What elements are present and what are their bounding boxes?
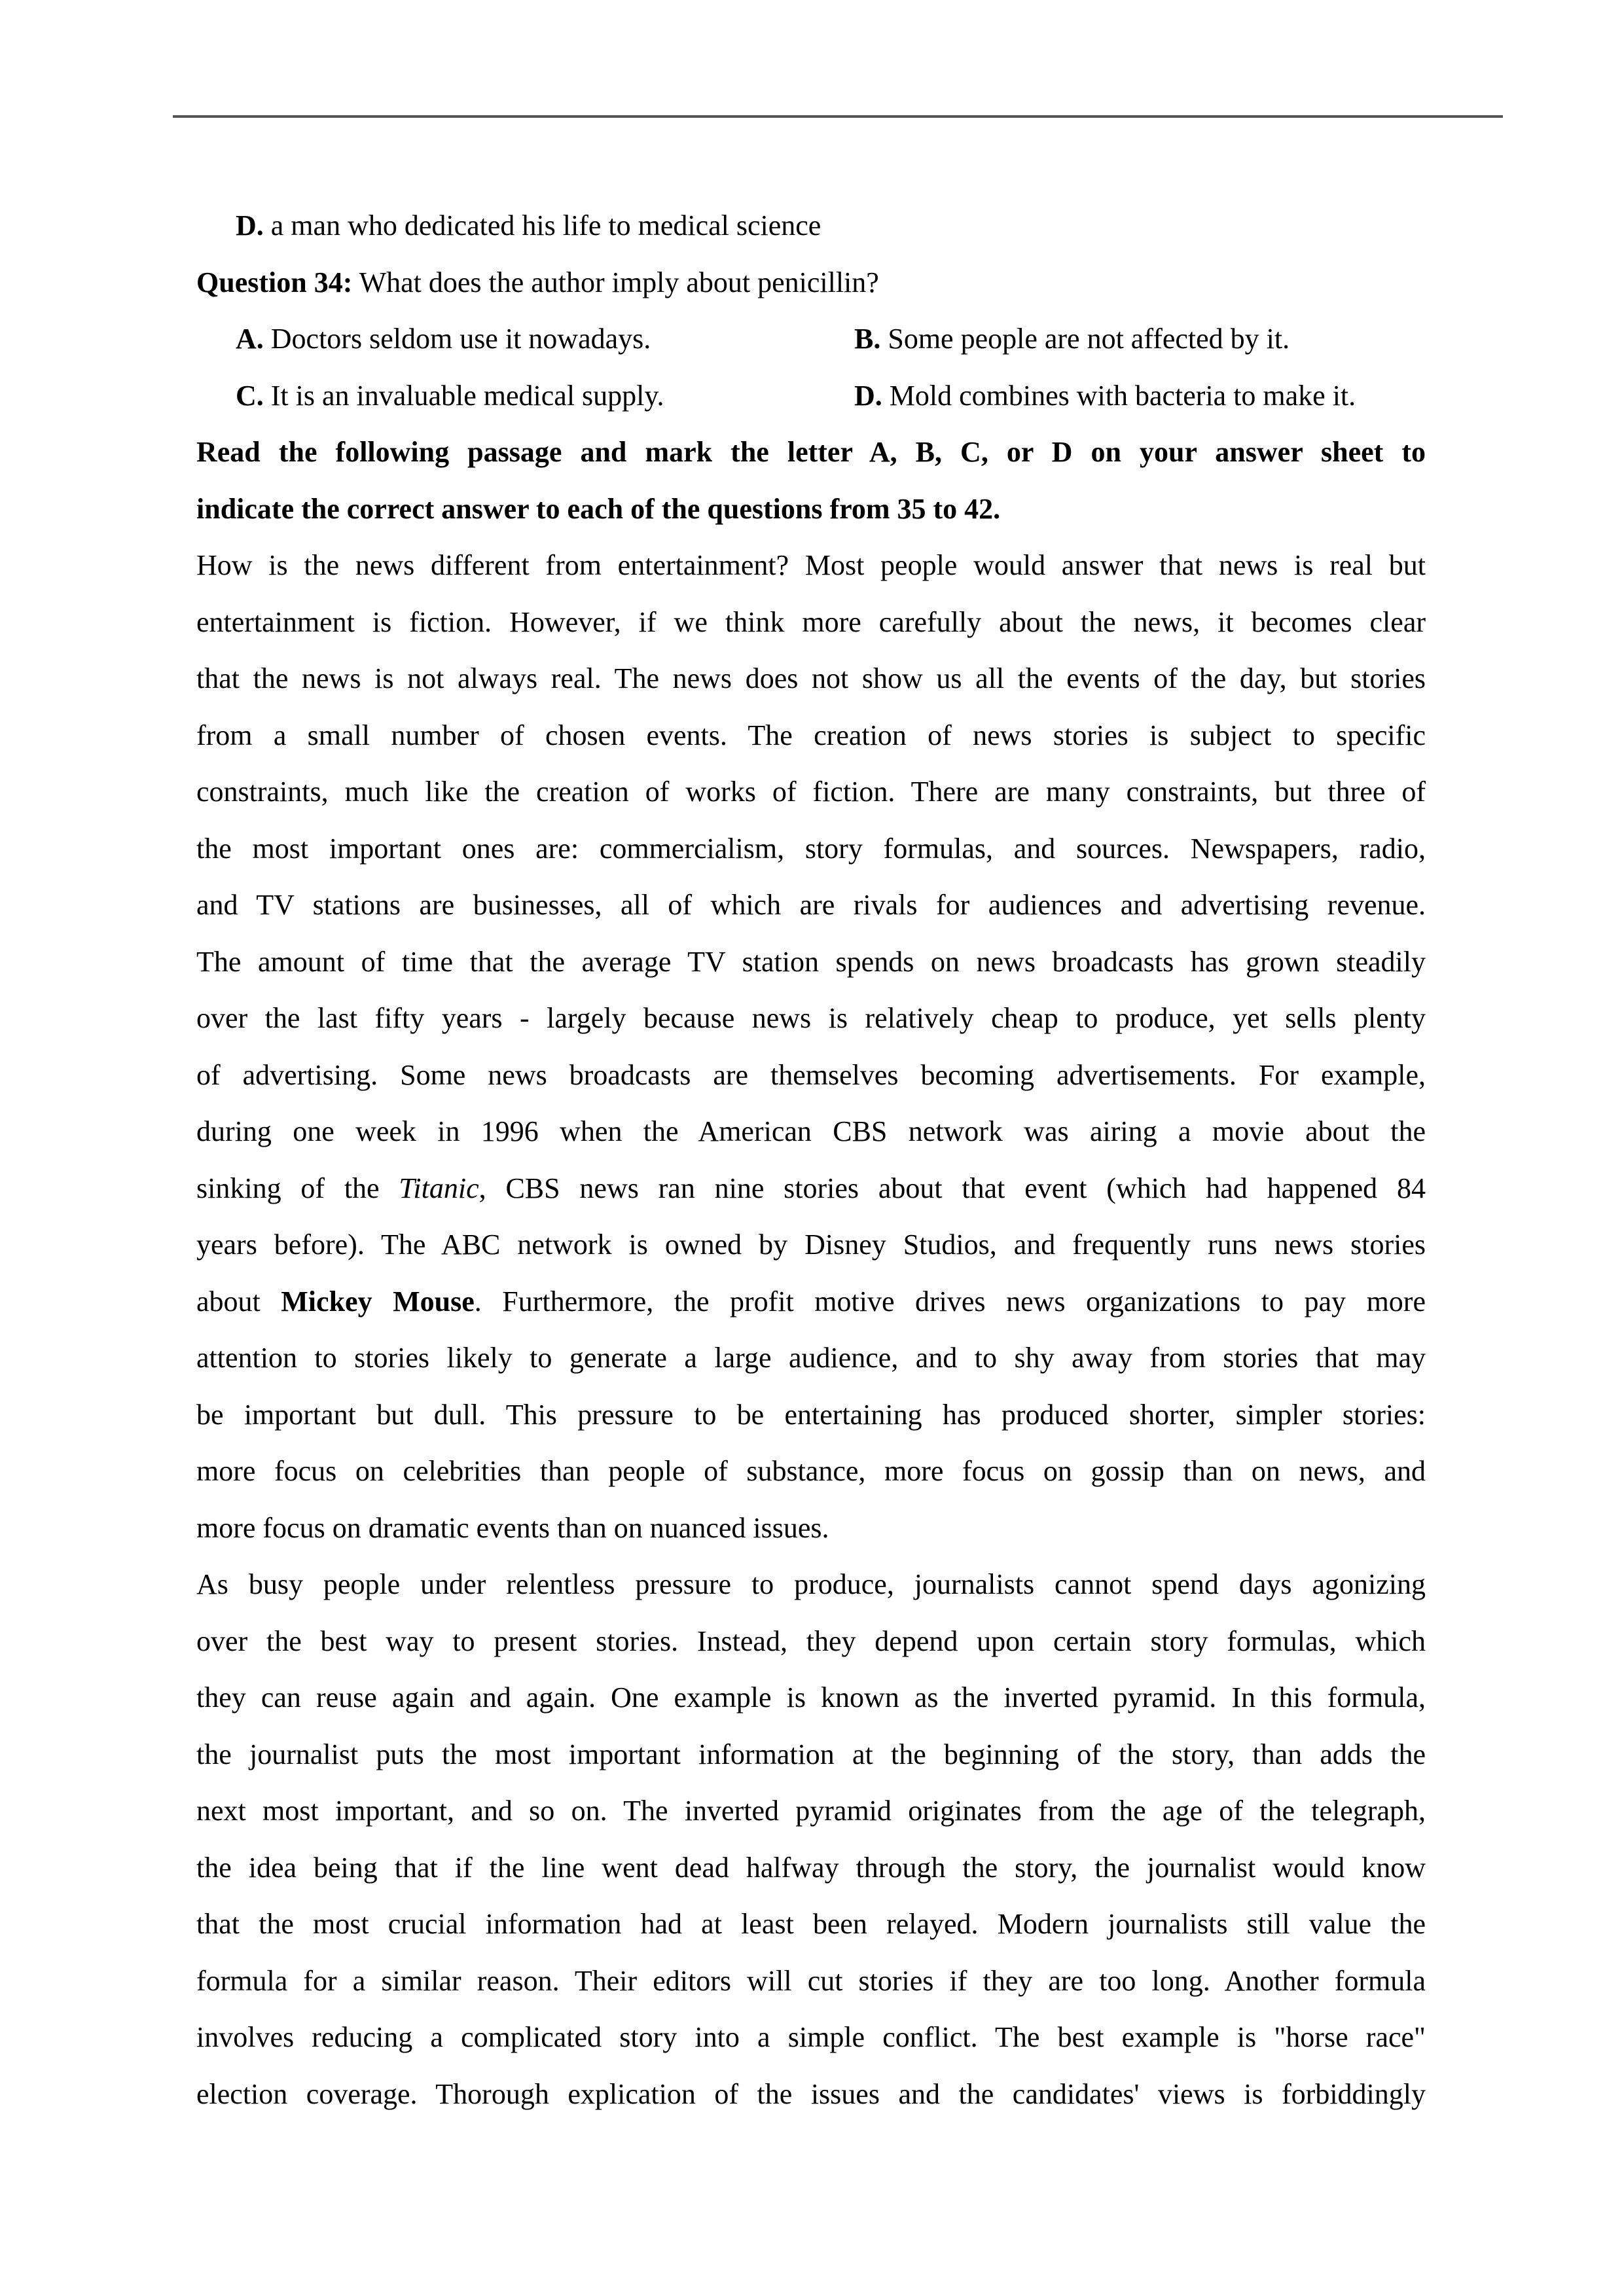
option-text: a man who dedicated his life to medical science [263, 209, 821, 242]
option-label: C. [236, 379, 264, 412]
passage-line: the idea being that if the line went dead halfway through the story, the journalist would know [196, 1851, 1426, 1884]
passage-line: they can reuse again and again. One example is known as the inverted pyramid. In this formula, [196, 1681, 1426, 1713]
passage-line: more focus on dramatic events than on nuanced issues. [196, 1511, 829, 1544]
question-34-option-c [236, 368, 664, 425]
passage-line: election coverage. Thorough explication of the issues and the candidates' views is forbiddingly [196, 2077, 1426, 2110]
passage-line: of advertising. Some news broadcasts are themselves becoming advertisements. For example, [196, 1058, 1426, 1091]
option-label: B. [854, 323, 881, 355]
passage-line: involves reducing a complicated story into a simple conflict. The best example is "horse race" [196, 2021, 1426, 2053]
passage-line: The amount of time that the average TV station spends on news broadcasts has grown steadily [196, 945, 1426, 978]
passage-line: over the best way to present stories. Instead, they depend upon certain story formulas, which [196, 1624, 1426, 1657]
instruction-line-2: indicate the correct answer to each of the questions from 35 to 42. [196, 492, 1001, 525]
passage-paragraph-1 [196, 537, 1426, 1556]
bold-term-mickey-mouse: Mickey Mouse [281, 1285, 475, 1318]
passage-line-mickey [196, 1274, 1426, 1331]
text-segment: . Furthermore, the profit motive drives news organizations to pay more [474, 1285, 1426, 1318]
passage-line: that the most crucial information had at least been relayed. Modern journalists still value the [196, 1908, 1426, 1940]
italic-title-titanic: Titanic [399, 1172, 479, 1204]
passage-line: constraints, much like the creation of works of fiction. There are many constraints, but three of [196, 776, 1426, 808]
question-34 [196, 255, 1426, 312]
passage-line: more focus on celebrities than people of substance, more focus on gossip than on news, and [196, 1455, 1426, 1487]
passage-line: during one week in 1996 when the American CBS network was airing a movie about the [196, 1115, 1426, 1147]
question-34-options-row-1 [196, 311, 1426, 368]
question-label: Question 34: [196, 266, 353, 298]
question-34-options-row-2 [196, 368, 1426, 425]
option-text: Doctors seldom use it nowadays. [263, 323, 651, 355]
option-text: Mold combines with bacteria to make it. [882, 379, 1356, 412]
passage-line: attention to stories likely to generate a large audience, and to shy away from stories that may [196, 1342, 1426, 1374]
option-label: D. [854, 379, 882, 412]
text-segment: sinking of the [196, 1172, 399, 1204]
header-rule [173, 115, 1503, 118]
passage-line: from a small number of chosen events. The creation of news stories is subject to specific [196, 719, 1426, 751]
passage-line: and TV stations are businesses, all of which are rivals for audiences and advertising revenue. [196, 889, 1426, 921]
text-segment: about [196, 1285, 281, 1318]
question-34-option-d [854, 368, 1356, 425]
passage-paragraph-2 [196, 1556, 1426, 2123]
question-text: What does the author imply about penicillin? [352, 266, 879, 298]
instruction-line-1: Read the following passage and mark the letter A, B, C, or D on your answer sheet to [196, 436, 1426, 468]
option-label: D. [236, 209, 264, 242]
passage-line: years before). The ABC network is owned by Disney Studios, and frequently runs news stories [196, 1229, 1426, 1261]
passage-line: entertainment is fiction. However, if we think more carefully about the news, it becomes clear [196, 605, 1426, 638]
passage-line: the journalist puts the most important information at the beginning of the story, than adds the [196, 1738, 1426, 1770]
passage-line: formula for a similar reason. Their editors will cut stories if they are too long. Another formula [196, 1964, 1426, 1997]
passage-line: the most important ones are: commercialism, story formulas, and sources. Newspapers, radio, [196, 832, 1426, 865]
passage-line: How is the news different from entertainment? Most people would answer that news is real but [196, 549, 1426, 581]
question-34-option-b [854, 311, 1290, 368]
option-label: A. [236, 323, 264, 355]
text-segment: , CBS news ran nine stories about that event (which had happened 84 [478, 1172, 1426, 1204]
option-text: Some people are not affected by it. [880, 323, 1290, 355]
question-34-option-a [236, 311, 651, 368]
passage-line: next most important, and so on. The inverted pyramid originates from the age of the telegraph, [196, 1795, 1426, 1827]
prev-question-option-d [196, 198, 1426, 255]
passage-line: As busy people under relentless pressure to produce, journalists cannot spend days agonizing [196, 1568, 1426, 1600]
passage-line-titanic [196, 1160, 1426, 1217]
passage-line: over the last fifty years - largely because news is relatively cheap to produce, yet sells plenty [196, 1002, 1426, 1034]
page-content [196, 198, 1426, 2123]
passage-line: that the news is not always real. The news does not show us all the events of the day, but stories [196, 662, 1426, 694]
passage-line: be important but dull. This pressure to be entertaining has produced shorter, simpler stories: [196, 1398, 1426, 1431]
option-text: It is an invaluable medical supply. [263, 379, 664, 412]
